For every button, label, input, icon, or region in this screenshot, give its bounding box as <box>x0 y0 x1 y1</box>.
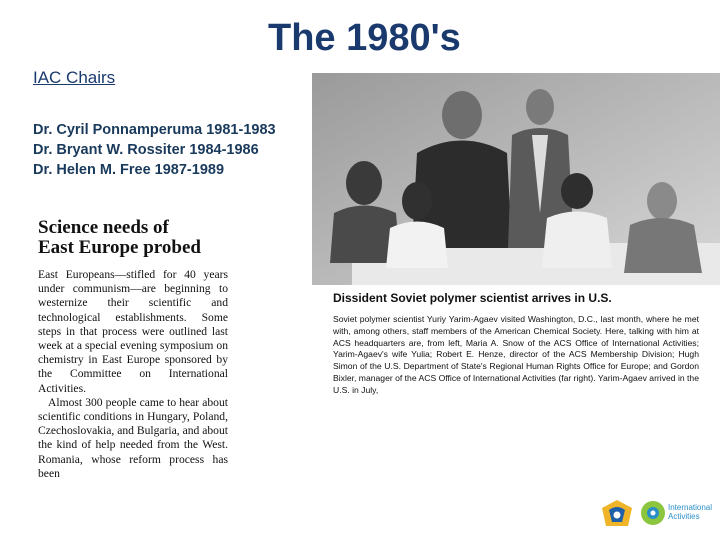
clipping-body <box>38 268 228 481</box>
chair-item-1: Dr. Cyril Ponnamperuma 1981-1983 <box>33 122 276 138</box>
photo-caption <box>333 291 699 397</box>
group-photo-image <box>312 73 720 285</box>
iac-chairs-link[interactable]: IAC Chairs <box>33 68 116 87</box>
international-activities-logo-text <box>668 503 712 521</box>
newspaper-clipping <box>38 218 228 481</box>
clipping-headline <box>38 218 228 258</box>
logo-text-line1: International <box>668 503 713 512</box>
clipping-paragraph-1: East Europeans—stifled for 40 years under communism—are beginning to westernize their scientific and technological establishments. Some steps in that process were outlined last week at a special evening symposium on chemistry in East Europe sponsored by the Committee on International Activities. <box>38 268 228 395</box>
chairs-list <box>33 120 276 180</box>
group-photo <box>312 73 720 285</box>
clipping-paragraph-2: Almost 300 people came to hear about scientific conditions in Hungary, Poland, Czechoslovakia, and Bulgaria, and about the kind of help needed from the West. Romania, whose reform process has been <box>38 395 228 480</box>
clipping-headline-line2: East Europe probed <box>38 237 201 258</box>
logo-text-line2: Activities <box>668 512 700 521</box>
caption-headline: Dissident Soviet polymer scientist arrives in U.S. <box>333 291 612 305</box>
caption-body: Soviet polymer scientist Yuriy Yarim-Agaev visited Washington, D.C., last month, where he met with, among others, staff members of the American Chemical Society. Here, talking with him at ACS headquarters are, from left, Maria A. Snow of the ACS Office of International Activities; Yarim-Agaev's wife Yulia; Robert E. Henze, director of the ACS Membership Division; Hugh Simon of the U.S. Department of State's Regional Human Rights Office for Europe; and Gordon Bixler, manager of the ACS Office of International Activities (far right). Yarim-Agaev arrived in the U.S. in July, <box>333 314 699 395</box>
slide-title: The 1980's <box>268 17 461 59</box>
chair-item-3: Dr. Helen M. Free 1987-1989 <box>33 162 225 178</box>
international-activities-logo-icon <box>640 500 666 526</box>
chair-item-2: Dr. Bryant W. Rossiter 1984-1986 <box>33 142 259 158</box>
acs-logo-icon <box>600 498 634 528</box>
clipping-headline-line1: Science needs of <box>38 217 169 238</box>
